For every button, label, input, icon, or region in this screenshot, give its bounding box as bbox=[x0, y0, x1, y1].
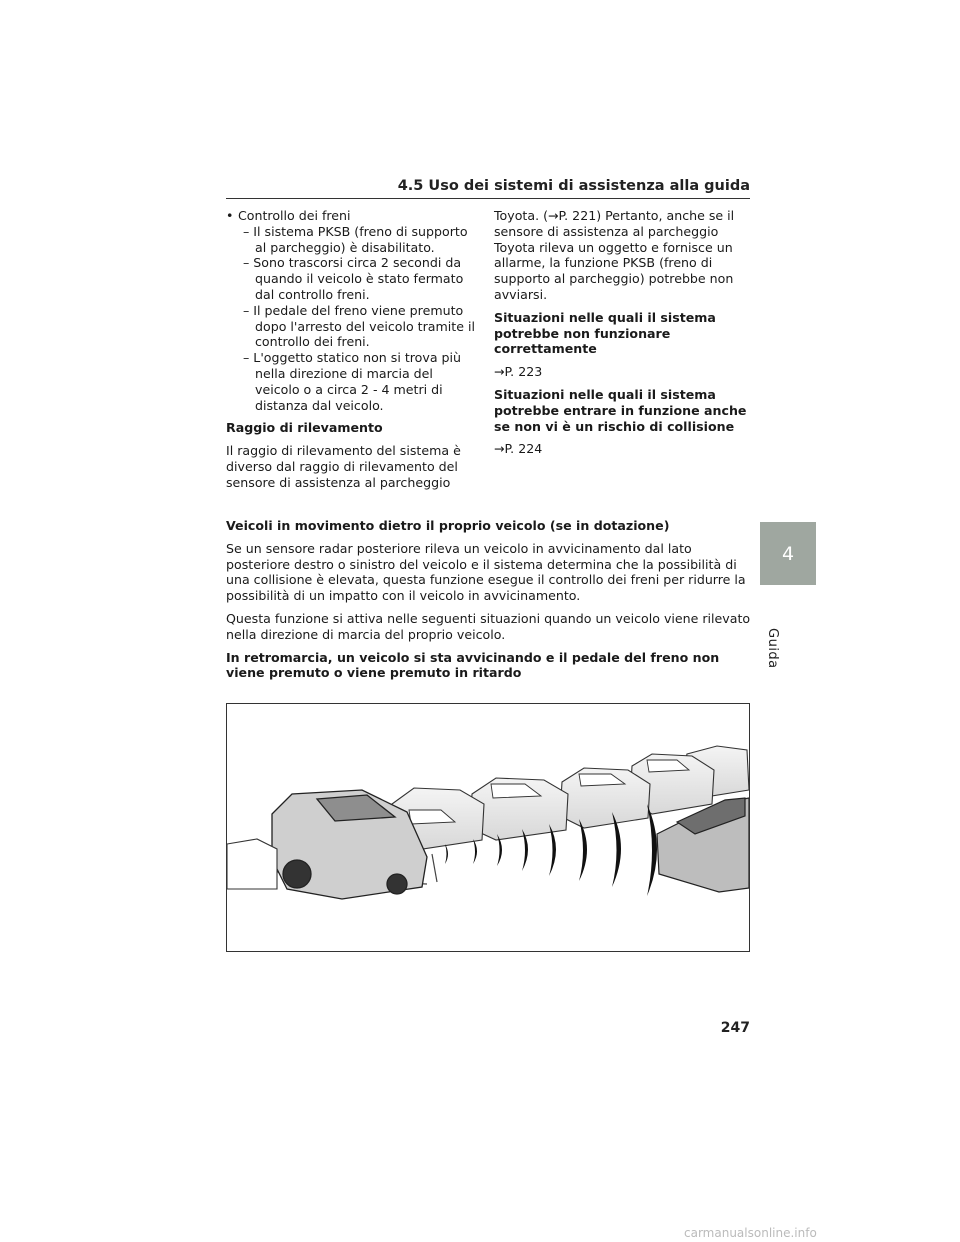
page-reference: →P. 224 bbox=[494, 441, 543, 457]
paragraph: Se un sensore radar posteriore rileva un veicolo in avvicinamento dal lato posteriore destro o sinistro del veicolo e il sistema determina che la possibilità di una collisione è elevata, questa funzione esegue il controllo dei freni per ridurre la possibilità di un impatto con il veicolo in avvicinamento. bbox=[226, 540, 746, 604]
main-section bbox=[226, 518, 754, 681]
paragraph: Il raggio di rilevamento del sistema è diverso dal raggio di rilevamento del sensore di assistenza al parcheggio bbox=[226, 443, 461, 490]
paragraph: Toyota. (→P. 221) Pertanto, anche se il sensore di assistenza al parcheggio Toyota rileva un oggetto e fornisce un allarme, la funzione PKSB (freno di supporto al parcheggio) potrebbe non avviarsi. bbox=[494, 208, 735, 302]
dash-item: – Il sistema PKSB (freno di supporto al parcheggio) è disabilitato. bbox=[243, 223, 468, 255]
page-reference: →P. 223 bbox=[494, 364, 543, 380]
section-heading: Situazioni nelle quali il sistema potrebbe non funzionare correttamente bbox=[494, 309, 716, 357]
page-number: 247 bbox=[720, 1020, 750, 1036]
paragraph: Questa funzione si attiva nelle seguenti situazioni quando un veicolo viene rilevato nella direzione di marcia del proprio veicolo. bbox=[226, 610, 751, 642]
bullet-dot-icon: • bbox=[226, 208, 234, 223]
approaching-vehicle bbox=[657, 798, 749, 892]
section-heading: Veicoli in movimento dietro il proprio veicolo (se in dotazione) bbox=[226, 518, 670, 533]
section-heading: Raggio di rilevamento bbox=[226, 420, 383, 436]
chapter-tab: 4 bbox=[760, 522, 816, 585]
right-column bbox=[494, 208, 750, 457]
bullet-item bbox=[226, 208, 476, 224]
watermark: carmanualsonline.info bbox=[684, 1226, 817, 1240]
chapter-tab-label: Guida bbox=[765, 628, 780, 669]
section-header: 4.5 Uso dei sistemi di assistenza alla guida bbox=[397, 178, 750, 194]
section-heading: In retromarcia, un veicolo si sta avvicinando e il pedale del freno non viene premuto o viene premuto in ritardo bbox=[226, 649, 720, 681]
header-rule bbox=[226, 198, 750, 199]
parked-car-left bbox=[227, 839, 277, 889]
dash-item: – Sono trascorsi circa 2 secondi da quando il veicolo è stato fermato dal controllo freni. bbox=[243, 255, 464, 302]
dash-item: – L'oggetto statico non si trova più nella direzione di marcia del veicolo o a circa 2 - 4 metri di distanza dal veicolo. bbox=[243, 350, 462, 413]
section-heading: Situazioni nelle quali il sistema potrebbe entrare in funzione anche se non vi è un rischio di collisione bbox=[494, 386, 747, 434]
dash-item: – Il pedale del freno viene premuto dopo l'arresto del veicolo tramite il controllo dei freni. bbox=[243, 302, 475, 350]
own-vehicle-wheel bbox=[283, 860, 311, 888]
own-vehicle-wheel bbox=[387, 874, 407, 894]
rear-traffic-illustration bbox=[227, 704, 749, 951]
illustration-frame bbox=[226, 703, 750, 952]
bullet-text: Controllo dei freni bbox=[238, 208, 351, 223]
left-column bbox=[226, 208, 476, 491]
